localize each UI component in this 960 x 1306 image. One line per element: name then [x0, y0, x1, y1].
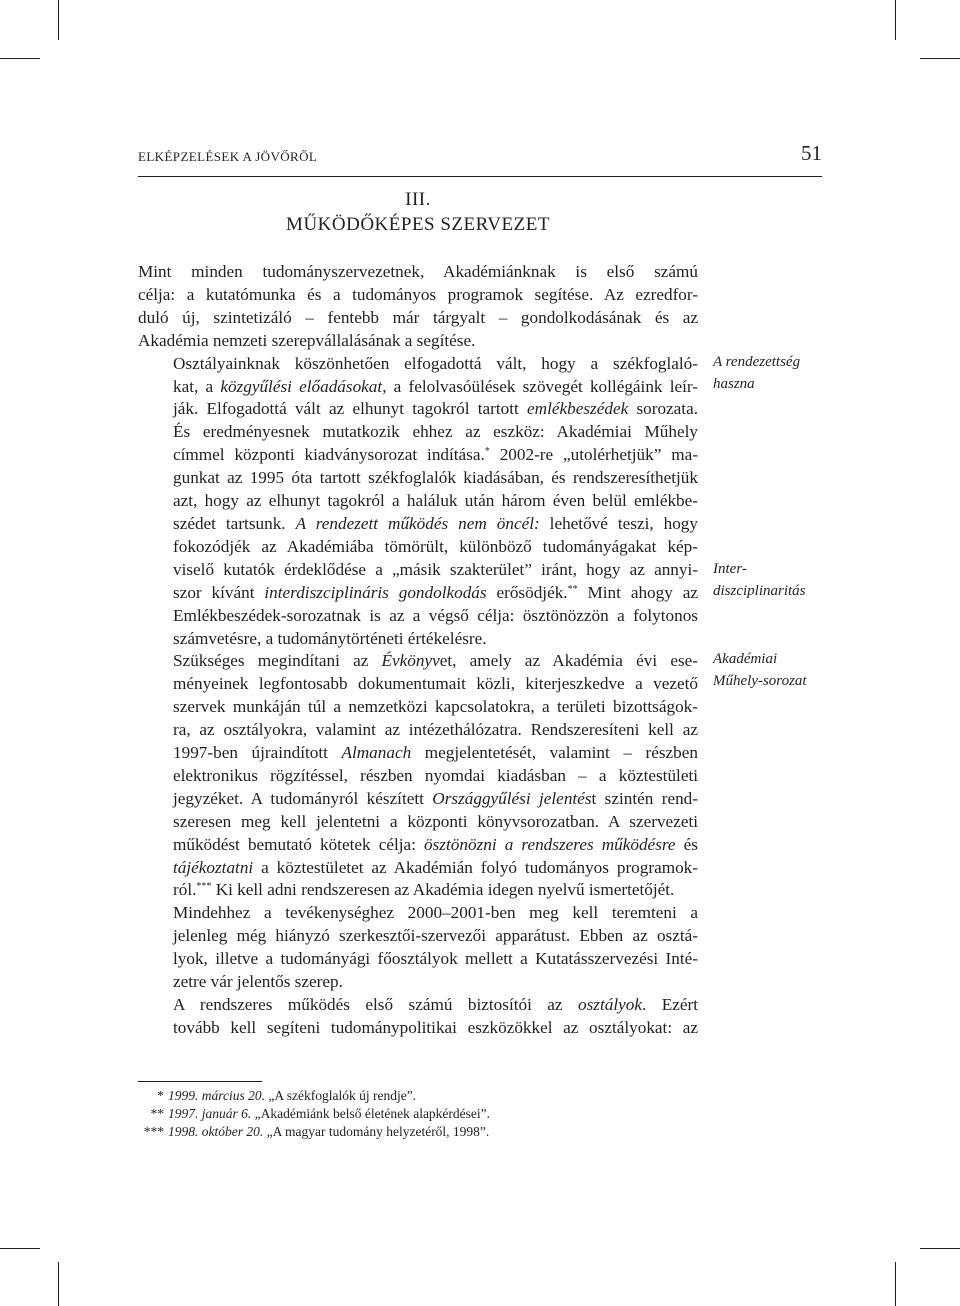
text-line: jegyzéket. A tudományról készített Országgyűlési jelentést szintén rend-	[173, 788, 698, 808]
crop-mark	[920, 1248, 960, 1249]
text-line: ják. Elfogadottá vált az elhunyt tagokról tartott emlékbeszédek sorozata.	[173, 399, 698, 419]
margin-note	[713, 351, 873, 395]
footnote-date: 1999. március 20.	[168, 1088, 265, 1103]
text-line: zetre vár jelentős szerep.	[173, 972, 343, 992]
running-head: ELKÉPZELÉSEK A JÖVŐRŐL	[138, 149, 318, 164]
margin-note	[713, 648, 873, 692]
text-line: tájékoztatni a köztestületet az Akadémián folyó tudományos programok-	[173, 857, 698, 877]
text-line: ra, az osztályokra, valamint az intézethálózatra. Rendszeresíteni kell az	[173, 720, 698, 740]
crop-mark	[895, 1262, 896, 1306]
text-line: lyok, illetve a tudományági főosztályok mellett a Kutatásszervezési Inté-	[173, 949, 698, 969]
emphasis: osztályok	[578, 995, 642, 1014]
text-line: kat, a közgyűlési előadásokat, a felolvasóülések szövegét kollégáink leír-	[173, 376, 698, 396]
text-line: És eredményesnek mutatkozik ehhez az eszköz: Akadémiai Műhely	[173, 422, 698, 442]
text-line: ményeinek legfontosabb dokumentumait közli, kiterjeszkedve a vezető	[173, 674, 698, 694]
text-line: szor kívánt interdiszciplináris gondolkodás erősödjék.** Mint ahogy az	[173, 582, 698, 602]
margin-note-line: haszna	[713, 376, 755, 392]
footnote-date: 1997. január 6.	[168, 1106, 252, 1121]
text-line: Mindehhez a tevékenységhez 2000–2001-ben meg kell teremteni a	[173, 903, 698, 923]
paragraph	[138, 261, 698, 353]
text-line: címmel központi kiadványsorozat indítása.* 2002-re „utolérhetjük” ma-	[173, 445, 698, 465]
crop-mark	[920, 58, 960, 59]
text-line: fokozódjék az Akadémiába tömörült, különböző tudományágakat kép-	[173, 536, 698, 556]
footnote-mark: **	[150, 1106, 164, 1121]
emphasis: tájékoztatni	[173, 857, 254, 877]
chapter-title: MŰKÖDŐKÉPES SZERVEZET	[286, 214, 550, 235]
paragraph	[138, 650, 698, 902]
footnote-text: „Akadémiánk belső életének alapkérdései”.	[254, 1106, 491, 1121]
text-line: szeresen meg kell jelentetni a központi könyvsorozatban. A szervezeti	[173, 811, 698, 831]
emphasis: Évkönyv	[381, 651, 440, 671]
emphasis: ösztönözni a rendszeres működésre	[424, 834, 676, 854]
footnote-text: „A magyar tudomány helyzetéről, 1998”.	[266, 1124, 490, 1139]
body-text	[138, 261, 698, 1040]
text-line: elektronikus rögzítéssel, részben nyomdai kiadásban – a köztestületi	[173, 765, 698, 785]
chapter-number: III.	[405, 189, 431, 210]
text-line: viselő kutatók érdeklődése a „másik szakterület” iránt, hogy az annyi-	[173, 559, 698, 579]
emphasis: közgyűlési előadásokat	[220, 376, 383, 396]
footnote-rule	[138, 1081, 262, 1082]
margin-note-line: A rendezettség	[713, 354, 801, 370]
text-line: Emlékbeszédek-sorozatnak is az a végső célja: ösztönözzön a folytonos	[173, 605, 698, 625]
emphasis: A rendezett működés nem öncél:	[295, 513, 540, 533]
footnote-date: 1998. október 20.	[168, 1124, 264, 1139]
footnote-reference: *	[484, 446, 490, 458]
footnote-mark: ***	[143, 1124, 164, 1139]
emphasis: Almanach	[341, 743, 412, 763]
margin-note-line: diszciplinaritás	[713, 583, 806, 599]
text-line: Akadémia nemzeti szerepvállalásának a segítése.	[138, 330, 476, 350]
paragraph	[138, 353, 698, 651]
margin-note-line: Inter-	[713, 561, 747, 577]
text-line: szédet tartsunk. A rendezett működés nem öncél: lehetővé teszi, hogy	[173, 513, 698, 533]
footnote-text: „A székfoglalók új rendje”.	[268, 1088, 417, 1103]
text-line: működést bemutató kötetek célja: ösztönözni a rendszeres működésre és	[173, 834, 698, 854]
margin-note-line: Műhely-sorozat	[713, 673, 807, 689]
crop-mark	[58, 0, 59, 40]
crop-mark	[0, 1248, 40, 1249]
text-line: azt, hogy az elhunyt tagokról a haláluk után három éven belül emlékbe-	[173, 491, 698, 511]
crop-mark	[58, 1262, 59, 1306]
footnote	[138, 1123, 698, 1141]
text-line: célja: a kutatómunka és a tudományos programok segítése. Az ezredfor-	[138, 284, 698, 304]
margin-note	[713, 558, 873, 602]
footnote-reference: ***	[196, 881, 212, 893]
text-line: Szükséges megindítani az Évkönyvet, amely az Akadémia évi ese-	[173, 651, 698, 671]
text-line: gunkat az 1995 óta tartott székfoglalók kiadásában, és rendszeresíthetjük	[173, 468, 698, 488]
emphasis: interdiszciplináris gondolkodás	[264, 582, 487, 602]
footnote	[138, 1087, 698, 1105]
footnote-mark: *	[157, 1088, 164, 1103]
page-number: 51	[801, 141, 822, 165]
text-line: jelenleg még hiányzó szerkesztői-szervezői apparátust. Ebben az osztá-	[173, 926, 698, 946]
text-line: ról.*** Ki kell adni rendszeresen az Akadémia idegen nyelvű ismertetőjét.	[173, 880, 675, 900]
text-line: tovább kell segíteni tudománypolitikai eszközökkel az osztályokat: az	[173, 1017, 698, 1037]
footnotes	[138, 1087, 698, 1141]
text-line: Mint minden tudományszervezetnek, Akadémiánknak is első számú	[138, 262, 698, 281]
emphasis: Országgyűlési jelentés	[432, 788, 592, 808]
text-line: Osztályainknak köszönhetően elfogadottá vált, hogy a székfoglaló-	[173, 353, 698, 373]
paragraph	[138, 994, 698, 1040]
text-line: 1997-ben újraindított Almanach megjelentetését, valamint – részben	[173, 743, 698, 763]
crop-mark	[0, 58, 40, 59]
text-line: A rendszeres működés első számú biztosítói az osztályok. Ezért	[173, 995, 698, 1014]
paragraph	[138, 902, 698, 994]
footnote	[138, 1105, 698, 1123]
text-line: szervek munkáján túl a nemzetközi kapcsolatokra, a területi bizottságok-	[173, 697, 698, 717]
margin-note-line: Akadémiai	[713, 651, 778, 667]
emphasis: emlékbeszédek	[527, 399, 629, 419]
text-line: duló új, szintetizáló – fentebb már tárgyalt – gondolkodásának és az	[138, 307, 698, 327]
text-line: számvetésre, a tudománytörténeti értékelésre.	[173, 628, 487, 648]
footnote-reference: **	[567, 583, 578, 595]
crop-mark	[895, 0, 896, 40]
header-rule	[138, 176, 822, 177]
